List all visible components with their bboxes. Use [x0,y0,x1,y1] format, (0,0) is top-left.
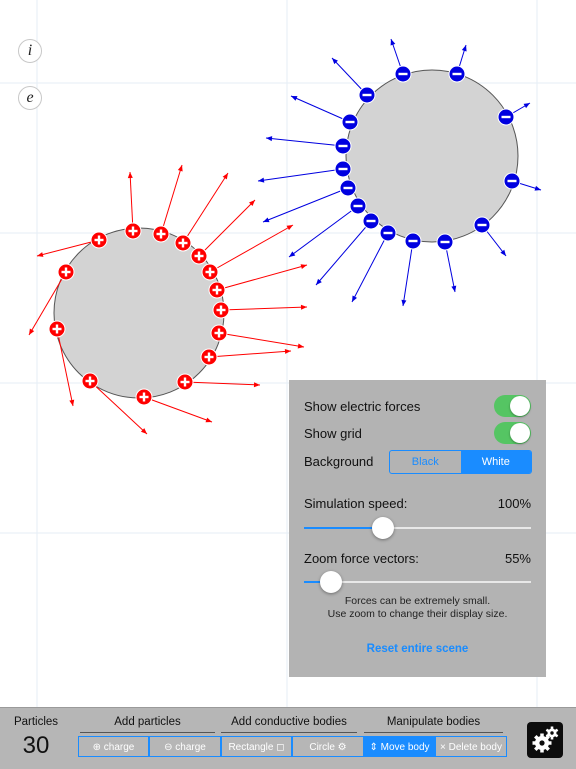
charge-sign [399,73,408,75]
sim-speed-value: 100% [497,496,531,511]
charge-sign [478,224,487,226]
force-vector [144,397,212,422]
info-button[interactable]: i [18,39,42,63]
force-arrowhead [285,349,291,354]
background-label: Background [304,454,374,469]
charge-sign [508,180,517,182]
charge-sign [220,306,222,315]
force-arrowhead [301,305,307,310]
charge-sign [65,268,67,277]
force-arrowhead [535,186,541,191]
force-vector [291,96,350,122]
force-vector [219,333,304,347]
force-arrowhead [524,103,530,108]
edit-button[interactable]: e [18,86,42,110]
show-grid-label: Show grid [304,426,362,441]
force-vector [352,233,388,302]
note-line-2: Use zoom to change their display size. [327,608,508,620]
charge-sign [216,286,218,295]
toggle-knob [510,396,530,416]
zoom-slider[interactable] [304,581,531,583]
charge-sign [132,227,134,236]
force-vector [266,138,343,146]
reset-scene-button[interactable]: Reset entire scene [366,643,469,655]
charge-sign [218,329,220,338]
force-arrowhead [69,400,74,406]
particles-label: Particles [13,716,59,728]
charge-sign [346,121,355,123]
particles-count: 30 [22,732,50,759]
background-segmented-control [389,450,532,474]
force-arrowhead [263,217,269,222]
charge-sign [208,353,210,362]
show-grid-toggle[interactable] [494,422,531,444]
charge-sign [56,325,58,334]
divider [221,732,357,733]
force-vector [403,241,413,306]
force-arrowhead [128,172,133,178]
show-forces-toggle[interactable] [494,395,531,417]
force-vector [199,200,255,256]
charge-sign [344,187,353,189]
note-line-1: Forces can be extremely small. [344,595,491,607]
bottom-toolbar [0,707,576,769]
charge-sign [363,94,372,96]
toggle-knob [510,423,530,443]
settings-panel [289,380,546,677]
settings-gear-button[interactable] [527,722,563,758]
force-arrowhead [401,300,406,306]
add-negative-charge-button[interactable]: ⊖ charge [149,736,221,757]
force-vector [217,265,307,290]
zoom-label: Zoom force vectors: [304,551,419,566]
add-particles-group-label: Add particles [114,716,181,728]
show-forces-label: Show electric forces [304,399,421,414]
force-vector [258,169,343,181]
zoom-slider-thumb[interactable] [320,571,342,593]
charge-sign [184,378,186,387]
sim-speed-slider[interactable] [304,527,531,529]
background-black-option[interactable]: Black [411,456,439,468]
force-arrowhead [29,329,34,335]
force-vector [161,165,182,234]
charge-sign [143,393,145,402]
charge-sign [384,232,393,234]
move-body-button[interactable]: ⇕ Move body [364,736,435,757]
force-arrowhead [266,136,272,141]
force-arrowhead [301,264,307,269]
force-arrowhead [391,39,396,45]
add-positive-charge-button[interactable]: ⊕ charge [78,736,149,757]
sim-speed-label: Simulation speed: [304,496,408,511]
force-arrowhead [223,173,228,179]
zoom-value: 55% [504,551,531,566]
charge-sign [409,240,418,242]
add-rectangle-button[interactable]: Rectangle ◻ [221,736,292,757]
force-arrowhead [289,251,295,257]
delete-body-button[interactable]: × Delete body [435,736,507,757]
force-vector [130,172,133,231]
manipulate-group-label: Manipulate bodies [386,716,481,728]
charge-sign [209,268,211,277]
charge-sign [453,73,462,75]
charge-sign [354,205,363,207]
force-arrowhead [298,344,304,349]
sim-speed-slider-thumb[interactable] [372,517,394,539]
charge-sign [98,236,100,245]
force-arrowhead [178,165,183,171]
add-bodies-group-label: Add conductive bodies [231,716,347,728]
divider [364,732,503,733]
charge-sign [160,230,162,239]
force-vector [263,188,348,222]
charge-sign [339,168,348,170]
charge-sign [89,377,91,386]
divider [80,732,215,733]
gear-icon [527,722,563,758]
force-vector [289,206,358,257]
zoom-note [289,595,546,621]
force-arrowhead [462,45,467,51]
force-arrowhead [500,250,506,256]
charge-sign [182,239,184,248]
force-arrowhead [206,418,212,423]
charge-sign [367,220,376,222]
charge-sign [441,241,450,243]
force-vector [221,307,307,310]
force-arrowhead [258,178,264,183]
add-circle-button[interactable]: Circle ⚙ [292,736,364,757]
force-vector [209,351,291,357]
charge-sign [339,145,348,147]
background-white-option[interactable]: White [461,451,532,473]
charge-sign [198,252,200,261]
force-arrowhead [451,286,456,292]
charge-sign [502,116,511,118]
